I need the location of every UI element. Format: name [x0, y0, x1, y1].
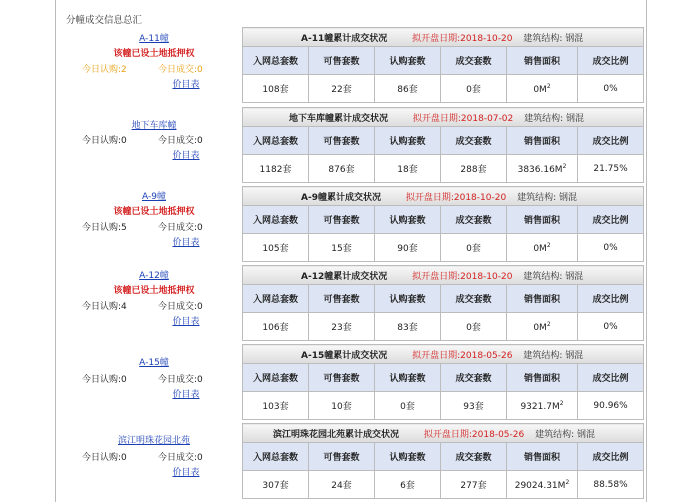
price-list-link[interactable]: 价目表 [172, 468, 200, 478]
value-sold: 277套 [441, 471, 507, 499]
value-available: 22套 [309, 75, 375, 103]
building-block-garage [66, 119, 242, 163]
col-sold: 成交套数 [441, 364, 507, 392]
building-link[interactable]: 地下车库幢 [131, 121, 177, 131]
sales-table-binjiang [242, 423, 644, 499]
col-total: 入网总套数 [243, 47, 309, 75]
value-sold: 0套 [441, 313, 507, 341]
area-number: 0M [533, 243, 547, 254]
table-header [243, 266, 644, 285]
open-date: 拟开盘日期:2018-10-20 [412, 271, 513, 282]
col-area: 销售面积 [507, 127, 578, 155]
value-area [507, 155, 578, 183]
area-unit-sup: 2 [546, 241, 551, 249]
value-ratio: 88.58% [578, 471, 644, 499]
value-available: 10套 [309, 392, 375, 420]
col-subscribed: 认购套数 [375, 285, 441, 313]
today-subscribed: 今日认购:5 [82, 223, 127, 233]
today-stats [66, 372, 242, 388]
mortgage-notice: 该幢已设土地抵押权 [113, 207, 195, 217]
value-sold: 288套 [441, 155, 507, 183]
price-list-link[interactable]: 价目表 [172, 317, 200, 327]
col-total: 入网总套数 [243, 127, 309, 155]
value-total: 103套 [243, 392, 309, 420]
today-subscribed: 今日认购:4 [82, 302, 127, 312]
structure: 建筑结构: 钢混 [524, 113, 585, 124]
value-ratio: 0% [578, 75, 644, 103]
col-ratio: 成交比例 [578, 206, 644, 234]
value-area [507, 75, 578, 103]
col-subscribed: 认购套数 [375, 206, 441, 234]
open-date: 拟开盘日期:2018-05-26 [423, 429, 525, 440]
col-sold: 成交套数 [441, 206, 507, 234]
table-title: A-11幢累计成交状况 [301, 33, 388, 44]
table-title: 滨江明珠花园北苑累计成交状况 [273, 429, 400, 440]
open-date: 拟开盘日期:2018-10-20 [405, 192, 507, 203]
area-number: 0M [533, 322, 547, 333]
today-deals: 今日成交:0 [158, 453, 203, 463]
today-deals: 今日成交:0 [158, 375, 203, 385]
price-list-link[interactable]: 价目表 [172, 238, 200, 248]
value-sold: 93套 [441, 392, 507, 420]
col-area: 销售面积 [507, 206, 578, 234]
area-unit-sup: 2 [546, 320, 551, 328]
value-area [507, 392, 578, 420]
col-available: 可售套数 [309, 285, 375, 313]
value-ratio: 21.75% [578, 155, 644, 183]
today-subscribed: 今日认购:2 [82, 65, 127, 75]
structure: 建筑结构: 钢混 [535, 429, 596, 440]
value-total: 307套 [243, 471, 309, 499]
col-available: 可售套数 [309, 443, 375, 471]
open-date: 拟开盘日期:2018-10-20 [412, 33, 513, 44]
today-stats [66, 133, 242, 149]
table-title: A-9幢累计成交状况 [301, 192, 381, 203]
area-unit-sup: 2 [559, 399, 564, 407]
structure: 建筑结构: 钢混 [517, 192, 577, 203]
today-deals: 今日成交:0 [158, 223, 203, 233]
table-header [243, 187, 644, 206]
building-block-a12 [66, 269, 242, 329]
col-total: 入网总套数 [243, 364, 309, 392]
col-area: 销售面积 [507, 47, 578, 75]
value-area [507, 234, 578, 262]
table-header [243, 345, 644, 364]
col-total: 入网总套数 [243, 285, 309, 313]
col-ratio: 成交比例 [578, 443, 644, 471]
value-sold: 0套 [441, 234, 507, 262]
building-link[interactable]: A-15幢 [139, 358, 169, 368]
value-available: 23套 [309, 313, 375, 341]
area-number: 29024.31M [514, 480, 566, 491]
col-subscribed: 认购套数 [375, 127, 441, 155]
value-area [507, 471, 578, 499]
building-block-binjiang [66, 434, 242, 480]
col-subscribed: 认购套数 [375, 443, 441, 471]
page-title: 分幢成交信息总汇 [66, 15, 143, 26]
area-unit-sup: 2 [562, 162, 567, 170]
price-list-link[interactable]: 价目表 [172, 390, 200, 400]
col-sold: 成交套数 [441, 285, 507, 313]
col-sold: 成交套数 [441, 47, 507, 75]
today-deals: 今日成交:0 [158, 302, 203, 312]
col-ratio: 成交比例 [578, 285, 644, 313]
today-subscribed: 今日认购:0 [82, 375, 127, 385]
area-unit-sup: 2 [546, 82, 551, 90]
value-available: 15套 [309, 234, 375, 262]
area-unit-sup: 2 [565, 478, 570, 486]
building-link[interactable]: 滨江明珠花园北苑 [117, 436, 190, 446]
col-total: 入网总套数 [243, 206, 309, 234]
value-available: 24套 [309, 471, 375, 499]
col-total: 入网总套数 [243, 443, 309, 471]
col-available: 可售套数 [309, 206, 375, 234]
table-header [243, 28, 644, 47]
col-sold: 成交套数 [441, 127, 507, 155]
building-block-a15 [66, 356, 242, 402]
building-link[interactable]: A-11幢 [139, 34, 169, 44]
today-subscribed: 今日认购:0 [82, 136, 127, 146]
area-number: 9321.7M [520, 401, 560, 412]
col-sold: 成交套数 [441, 443, 507, 471]
table-header [243, 108, 644, 127]
table-title: A-12幢累计成交状况 [301, 271, 388, 282]
value-total: 1182套 [243, 155, 309, 183]
open-date: 拟开盘日期:2018-05-26 [412, 350, 513, 361]
area-number: 0M [533, 84, 547, 95]
value-ratio: 0% [578, 234, 644, 262]
sales-table-garage [242, 107, 644, 183]
col-ratio: 成交比例 [578, 47, 644, 75]
value-subscribed: 86套 [375, 75, 441, 103]
value-subscribed: 18套 [375, 155, 441, 183]
col-subscribed: 认购套数 [375, 47, 441, 75]
value-ratio: 0% [578, 313, 644, 341]
today-stats [66, 450, 242, 466]
value-area [507, 313, 578, 341]
table-header [243, 424, 644, 443]
value-total: 108套 [243, 75, 309, 103]
value-sold: 0套 [441, 75, 507, 103]
col-available: 可售套数 [309, 127, 375, 155]
value-subscribed: 90套 [375, 234, 441, 262]
col-ratio: 成交比例 [578, 364, 644, 392]
structure: 建筑结构: 钢混 [523, 271, 584, 282]
today-subscribed: 今日认购:0 [82, 453, 127, 463]
col-ratio: 成交比例 [578, 127, 644, 155]
building-block-a9 [66, 190, 242, 250]
value-available: 876套 [309, 155, 375, 183]
col-area: 销售面积 [507, 285, 578, 313]
sales-table-a12 [242, 265, 644, 341]
col-available: 可售套数 [309, 364, 375, 392]
col-area: 销售面积 [507, 443, 578, 471]
mortgage-notice: 该幢已设土地抵押权 [113, 49, 195, 59]
today-stats [66, 299, 242, 315]
value-subscribed: 6套 [375, 471, 441, 499]
price-list-link[interactable]: 价目表 [172, 151, 200, 161]
value-total: 105套 [243, 234, 309, 262]
table-title: A-15幢累计成交状况 [301, 350, 388, 361]
sales-table-a9 [242, 186, 644, 262]
today-stats [66, 62, 242, 78]
building-link[interactable]: A-9幢 [142, 192, 166, 202]
building-link[interactable]: A-12幢 [139, 271, 169, 281]
table-title: 地下车库幢累计成交状况 [289, 113, 389, 124]
today-deals: 今日成交:0 [158, 136, 203, 146]
value-ratio: 90.96% [578, 392, 644, 420]
sales-table-a11 [242, 27, 644, 103]
structure: 建筑结构: 钢混 [523, 350, 584, 361]
value-subscribed: 0套 [375, 392, 441, 420]
value-total: 106套 [243, 313, 309, 341]
open-date: 拟开盘日期:2018-07-02 [412, 113, 514, 124]
mortgage-notice: 该幢已设土地抵押权 [113, 286, 195, 296]
area-number: 3836.16M [517, 164, 563, 175]
col-area: 销售面积 [507, 364, 578, 392]
value-subscribed: 83套 [375, 313, 441, 341]
building-block-a11 [66, 32, 242, 92]
today-deals: 今日成交:0 [158, 65, 203, 75]
col-available: 可售套数 [309, 47, 375, 75]
structure: 建筑结构: 钢混 [523, 33, 584, 44]
sales-table-a15 [242, 344, 644, 420]
today-stats [66, 220, 242, 236]
col-subscribed: 认购套数 [375, 364, 441, 392]
price-list-link[interactable]: 价目表 [172, 80, 200, 90]
